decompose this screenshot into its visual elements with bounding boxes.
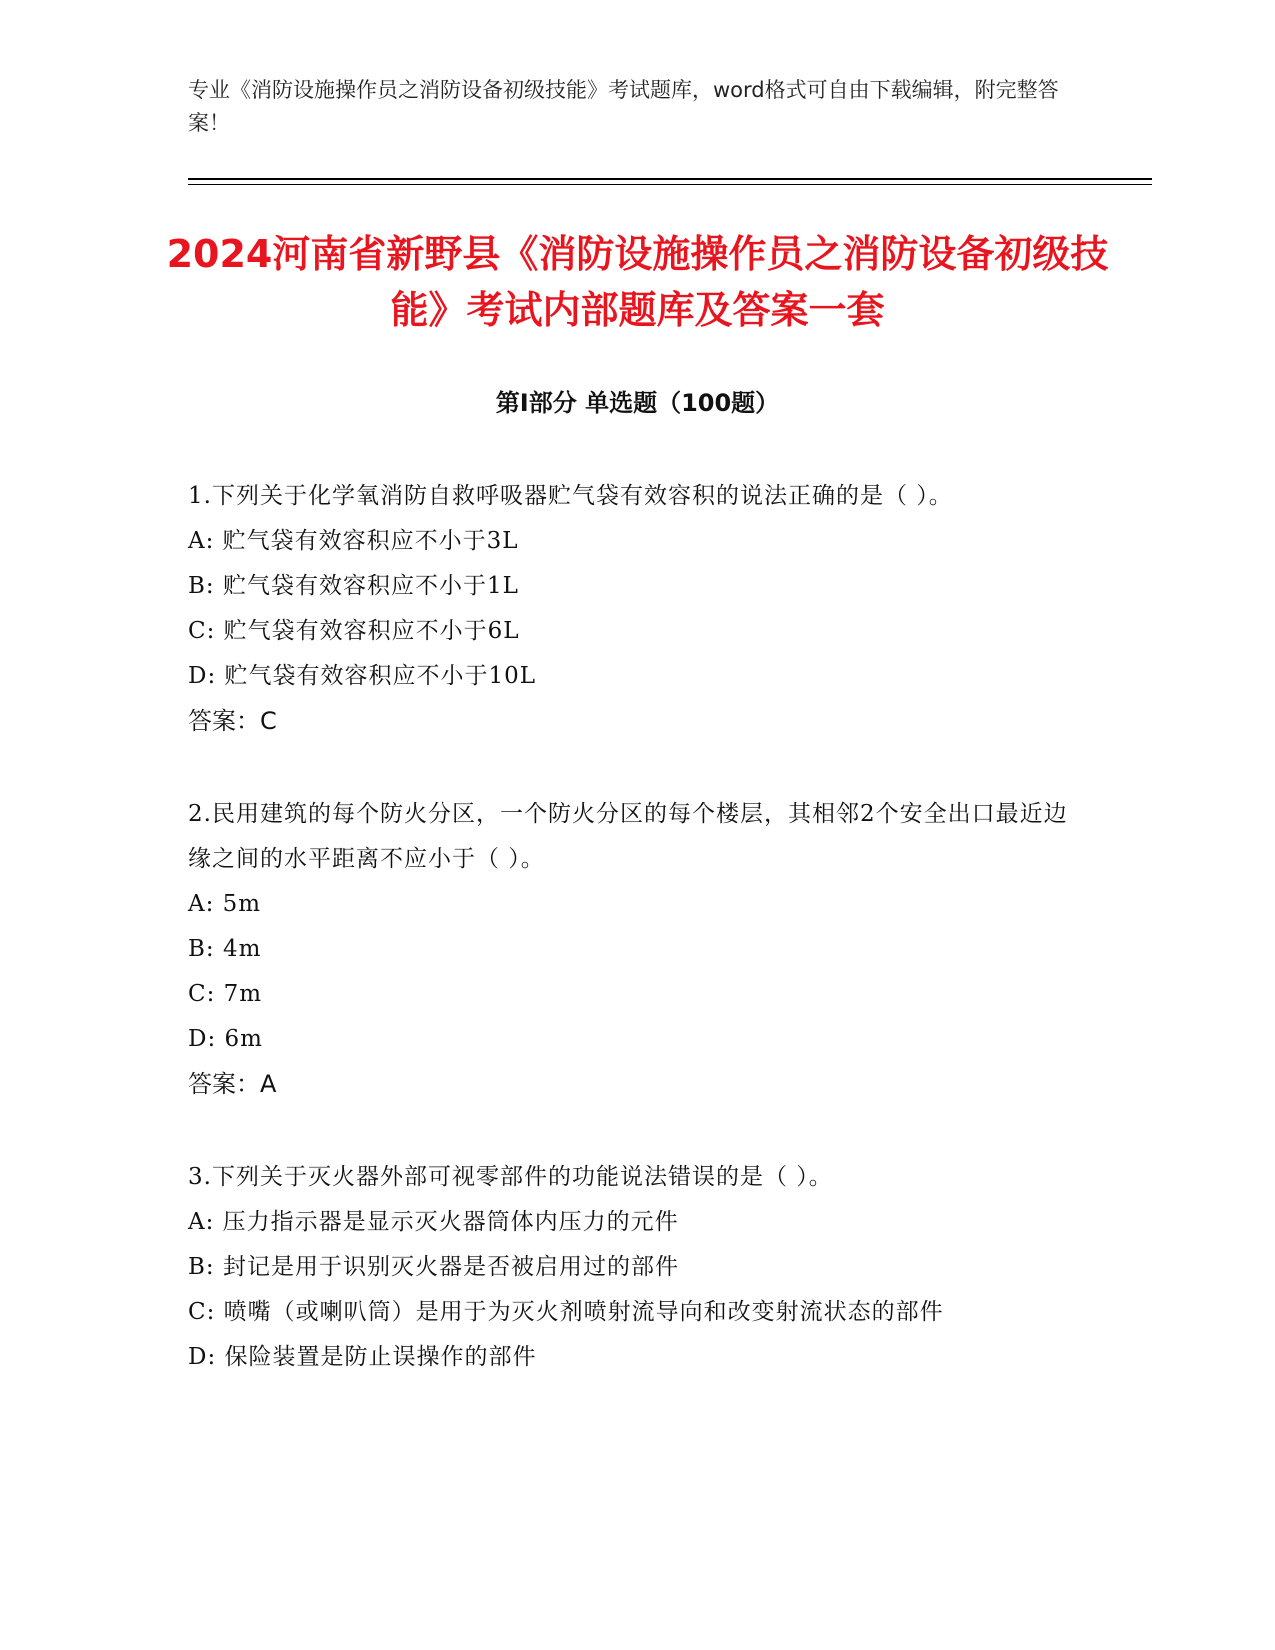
- option-d: D: 6m: [188, 1026, 263, 1052]
- answer: 答案：C: [188, 707, 277, 735]
- option-b: B: 贮气袋有效容积应不小于1L: [188, 573, 519, 599]
- question-1: [188, 474, 1068, 744]
- option-d: D: 贮气袋有效容积应不小于10L: [188, 663, 537, 689]
- option-b: B: 4m: [188, 936, 262, 962]
- option-c: C: 7m: [188, 981, 263, 1007]
- answer: 答案：A: [188, 1070, 277, 1098]
- header-divider-thick: [188, 178, 1152, 180]
- question-list: [188, 474, 1068, 1428]
- option-c: C: 喷嘴（或喇叭筒）是用于为灭火剂喷射流导向和改变射流状态的部件: [188, 1299, 944, 1325]
- question-3: [188, 1155, 1068, 1380]
- option-a: A: 5m: [188, 891, 262, 917]
- option-a: A: 贮气袋有效容积应不小于3L: [188, 528, 519, 554]
- question-stem: 3.下列关于灭火器外部可视零部件的功能说法错误的是（ ）。: [188, 1164, 833, 1190]
- question-stem: 2.民用建筑的每个防火分区，一个防火分区的每个楼层，其相邻2个安全出口最近边缘之间的水平距离不应小于（ ）。: [188, 801, 1068, 872]
- header-note: 专业《消防设施操作员之消防设备初级技能》考试题库，word格式可自由下载编辑，附完整答案！: [188, 78, 1059, 135]
- document-title: 2024河南省新野县《消防设施操作员之消防设备初级技能》考试内部题库及答案一套: [166, 232, 1109, 332]
- question-2: [188, 792, 1068, 1107]
- option-c: C: 贮气袋有效容积应不小于6L: [188, 618, 520, 644]
- question-stem: 1.下列关于化学氧消防自救呼吸器贮气袋有效容积的说法正确的是（ ）。: [188, 483, 953, 509]
- section-title: 第Ⅰ部分 单选题（100题）: [495, 389, 780, 417]
- header-divider-thin: [188, 184, 1152, 185]
- option-d: D: 保险装置是防止误操作的部件: [188, 1344, 537, 1370]
- option-a: A: 压力指示器是显示灭火器筒体内压力的元件: [188, 1209, 679, 1235]
- option-b: B: 封记是用于识别灭火器是否被启用过的部件: [188, 1254, 679, 1280]
